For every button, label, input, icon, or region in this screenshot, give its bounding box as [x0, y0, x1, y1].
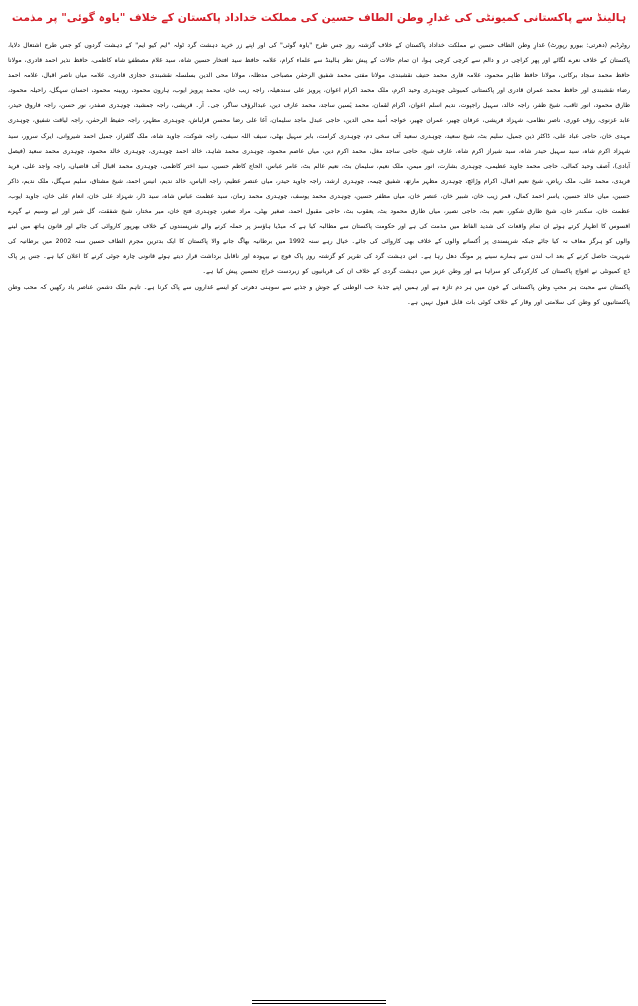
article-paragraph-1: روٹرڈیم (دھرتی: بیورو رپورٹ) غدارِ وطن الطاف حسین نے مملکت خداداد پاکستان کے خلاف گزشتہ روز جس طرح "یاوہ گوئی" کی اور اپنے زر خرید دہشت گرد ٹولہ "ایم کیو ایم" کے دہشت گردوں کو جس طرح اشتعال دلایا، پاکستان کے خلاف نعرے لگائے اور پھر کراچی در و دالم سے کرچی کرچی ہوا، ان تمام حالات کے پیش نظر ہالینڈ سے علماء کرام، علامہ حافظ سید افتخار حسین شاہ، سید غلام مصطفےٰ شاہ کاظمی، حافظ نذیر احمد قادری، مولانا حافظ محمد سجاد برکاتی، مولانا حافظ طاہر محمود، علامہ قاری محمد حنیف نقشبندی، مولانا مفتی محمد شفیق الرحمٰن مصباحی مدظلہ، مولانا محی الدین بسلسلہ نقشبندی حجازی قادری، علامہ میاں ناصر اقبال، علامہ احمد رضاء نقشبندی اور حافظ محمد عمران قادری اور پاکستانی کمیونٹی چوہدری وحید اکرم، ملک محمد اکرام اعوان، پرویز علی سندھیلہ، راجہ زیب خان، محمد پرویز ایوب، ہارون محمود، روبینہ محمود، احسان سہگل، راحیلہ محمود، طارق محمود، انور ثاقب، شیخ ظفر، راجہ خالد، سہیل راجپوت، ندیم اسلم اعوان، اکرام لقمان، محمد یٰسین ساجد، محمد عارف دین، عبدالرؤف ساگر، جی۔ آر۔ قریشی، راجہ جمشید، چوہدری صفدر، نور حسن، راجہ فاروق حیدر، عابد غزنوی، رؤف غوری، ناصر نظامی، شہزاد قریشی، عرفان چھیر، عمران چھیر، خواجہ اُمید محی الدین، حاجی عبدل ماجد سلیمان، آغا علی رضا محسن قزلباش، چوہدری مظہر، راجہ حفیظ الرحمٰن، راجہ لیاقت شفیق، چوہدری مہدی خان، حاجی عباد علی، ڈاکٹر ذین جمیل، سلیم بٹ، شیخ سعید، چوہدری سعید آف سخی دم، چوہدری کرامت، بابر سہیل بھٹی، سیف اللہ سیفی، راجہ شوکت، جاوید شاہ، ملک گلفراز، جمیل احمد شیروانی، ایرک سرور، سید شہزاد اکرم شاہ، سید سہیل حیدر شاہ، سید شیراز اکرم شاہ، عارف شیخ، حاجی ساجد مغل، محمد اکرم دین، میاں عاصم محمود، چوہدری محمد شاہد، خالد احمد چوہدری، چوہدری خالد محمود، چوہدری محمد سعید (فیصل آبادی)، آصف وحید کمالی، حاجی محمد جاوید عظیمی، چوہدری بشارت، انور میمن، ملک نعیم، سلیمان بٹ، نعیم عالم بٹ، عامر عباس، الحاج کاظم حسین، سید اختر کاظمی، چوہدری محمد اقبال آف قاضیاں، راجہ واجد علی، فرید فریدی، محمد علی، ملک ریاض، شیخ نعیم اقبال، اکرام وڑائچ، چوہدری مظہر مارتھ، شفیق چیمہ، چوہدری ارشد، راجہ جاوید حیدر، میاں عنصر عظیم، راجہ الیاس، خالد ندیم، انیس احمد، شیخ مشتاق، سلیم سہگل، ملک ندیم، ذاکر حسین، میاں خالد حسین، یاسر احمد کمال، قمر زیب خان، شبیر خان، عنصر خان، میاں مظفر حسین، چوہدری محمد یوسف، چوہدری محمد زمان، سید عظمت عباس شاہ، سید ڈار، شہزاد علی خان، انعام علی خان، جاوید ایوب، عظمت خان، سکندر خان، شیخ طارق شکور، نعیم بٹ، حاجی نصیر، میاں طارق محمود بٹ، یعقوب بٹ، حاجی مقبول احمد، صغیر بھٹی، مراد صغیر، چوہدری فتح خان، میر مختار، شیخ شفقت، گل شیر اور ایے وسیم نے گہرے افسوس کا اظہار کرتے ہوئے ان تمام واقعات کی شدید الفاظ میں مذمت کی ہے اور حکومت پاکستان سے مطالبہ کیا ہے کہ میڈیا ہاؤسز پر حملہ کرنے والے شرپسندوں کے خلاف بھرپور کاروائی کی جائے اور قانون ہاتھ میں لینے والوں کو ہرگز معاف نہ کیا جائے جبکہ شرپسندی پر اُکسانے والوں کے خلاف بھی کاروائی کی جائے۔ خیال رہے سنہ 1992 میں برطانیہ بھاگ جانے والا پاکستان کا ایک بدترین مجرم الطاف حسین سنہ 2002 میں برطانیہ کی شہریت حاصل کرنے کے بعد اب لندن سے ہمارے سینے پر مونگ دھل رہا ہے۔ اس دہشت گرد کی تقریر کو گزشتہ روز پاک فوج نے بیہودہ اور ناقابل برداشت قرار دیتے ہوئے قانونی چارہ جوئی کرنے کا اعلان کیا ہے۔ جس پر پاک ڈچ کمیونٹی نے افواج پاکستان کی کارکردگی کو سراہا ہے اور وطن عزیز میں دہشت گردی کے خلاف ان کی قربانیوں کو زبردست خراج تحسین پیش کیا ہے۔ [8, 42, 631, 276]
end-rule-top [252, 1000, 386, 1001]
end-rule-bottom [252, 1003, 386, 1004]
article-paragraph-2: پاکستان سے محبت ہر محبِ وطن پاکستانی کے خون میں ہر دم تازہ ہے اور ہمیں اپنے جذبۂ حب الوطنی کے جوش و جذبے سے سوہنی دھرتی کو ایسے غداروں سے پاک کرنا ہے۔ تاہم ملک دشمن عناصر یاد رکھیں کہ محب وطن پاکستانیوں کو وطن کی سلامتی اور وقار کے خلاف کوئی بات قابل قبول نہیں ہے۔ [8, 283, 630, 306]
article-body [8, 38, 630, 310]
article-headline: ہالینڈ سے پاکستانی کمیونٹی کی غدارِ وطن الطاف حسین کی مملکت خداداد پاکستان کے خلاف "یاوہ گوئی" پر مذمت [11, 11, 627, 24]
